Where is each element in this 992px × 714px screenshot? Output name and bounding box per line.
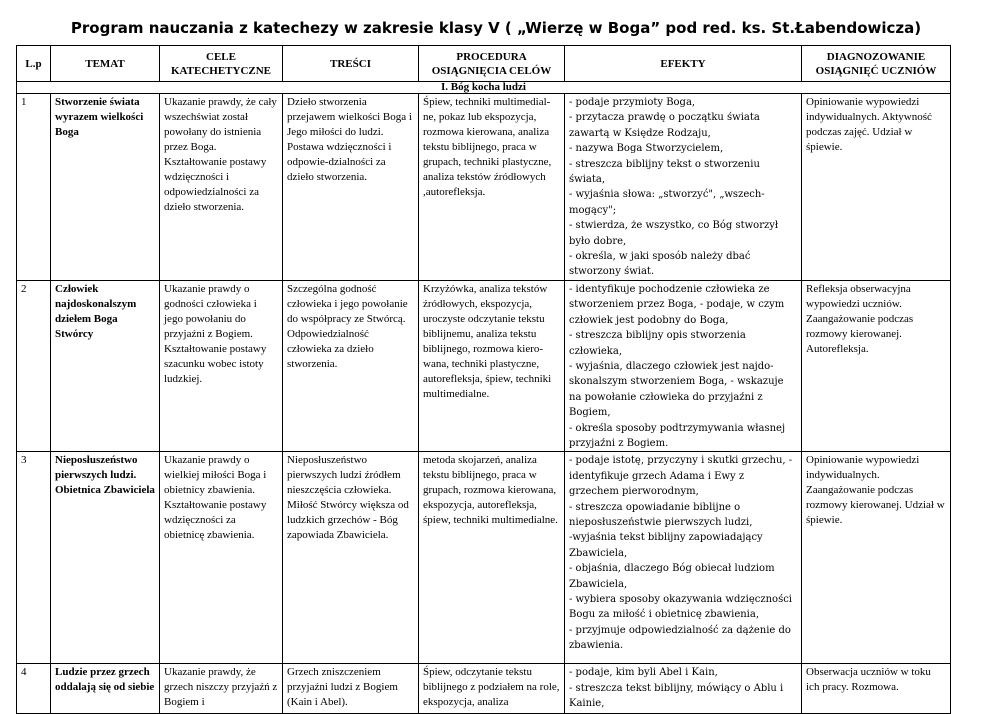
header-efekty: EFEKTY [565, 46, 802, 82]
cell-diagnoza: Obserwacja uczniów w toku ich pracy. Rozmowa. [802, 664, 951, 714]
cell-lp: 3 [17, 452, 51, 664]
cell-tresci: Grzech zniszczeniem przyjaźni ludzi z Bogiem (Kain i Abel). [283, 664, 419, 714]
cell-lp: 1 [17, 94, 51, 281]
cell-cele: Ukazanie prawdy o godności człowieka i jego powołaniu do przyjaźni z Bogiem. Kształtowanie postawy szacunku wobec istoty ludzkiej. [160, 280, 283, 451]
section-title: I. Bóg kocha ludzi [17, 82, 951, 94]
cell-diagnoza: Refleksja obserwacyjna wypowiedzi uczniów. Zaangażowanie podczas rozmowy kierowanej. Autorefleksja. [802, 280, 951, 451]
cell-procedura: Śpiew, odczytanie tekstu biblijnego z podziałem na role, ekspozycja, analiza [419, 664, 565, 714]
cell-temat: Nieposłuszeństwo pierwszych ludzi. Obietnica Zbawiciela [51, 452, 160, 664]
section-row [17, 82, 951, 94]
cell-temat: Stworzenie świata wyrazem wielkości Boga [51, 94, 160, 281]
cell-diagnoza: Opiniowanie wypowiedzi indywidualnych. Aktywność podczas zajęć. Udział w śpiewie. [802, 94, 951, 281]
header-cele: CELE KATECHETYCZNE [160, 46, 283, 82]
cell-procedura: metoda skojarzeń, analiza tekstu biblijnego, praca w grupach, rozmowa kierowana, ekspozycja, autorefleksja, śpiew, techniki multimedialne. [419, 452, 565, 664]
cell-cele: Ukazanie prawdy, że cały wszechświat został powołany do istnienia przez Boga. Kształtowanie postawy wdzięczności i odpowiedzialności za dzieło stworzenia. [160, 94, 283, 281]
header-temat: TEMAT [51, 46, 160, 82]
cell-cele: Ukazanie prawdy, że grzech niszczy przyjaźń z Bogiem i [160, 664, 283, 714]
cell-lp: 4 [17, 664, 51, 714]
table-header-row [17, 46, 951, 82]
table-row [17, 664, 951, 714]
cell-temat: Ludzie przez grzech oddalają się od siebie [51, 664, 160, 714]
cell-tresci: Nieposłuszeństwo pierwszych ludzi źródłem nieszczęścia człowieka. Miłość Stwórcy większa od ludzkich grzechów - Bóg zapowiada Zbawiciela. [283, 452, 419, 664]
cell-procedura: Śpiew, techniki multimedial-ne, pokaz lub ekspozycja, rozmowa kierowana, analiza tekstu biblijnego, praca w grupach, techniki plastyczne, analiza tekstów źródłowych ,autorefleksja. [419, 94, 565, 281]
cell-efekty: - identyfikuje pochodzenie człowieka ze stworzeniem przez Boga, - podaje, w czym człowiek jest podobny do Boga, - streszcza biblijny opis stworzenia człowieka, - wyjaśnia, dlaczego człowiek jest najdo-skonalszym stworzeniem Boga, - wskazuje na powołanie człowieka do przyjaźni z Bogiem, - określa sposoby podtrzymywania własnej przyjaźni z Bogiem. [565, 280, 802, 451]
header-lp: L.p [17, 46, 51, 82]
header-tresci: TREŚCI [283, 46, 419, 82]
cell-cele: Ukazanie prawdy o wielkiej miłości Boga i obietnicy zbawienia. Kształtowanie postawy wdzięczności za obietnicę zbawienia. [160, 452, 283, 664]
cell-efekty: - podaje istotę, przyczyny i skutki grzechu, - identyfikuje grzech Adama i Ewy z grzechem pierworodnym, - streszcza opowiadanie biblijne o nieposłuszeństwie pierwszych ludzi, -wyjaśnia tekst biblijny zapowiadający Zbawiciela, - objaśnia, dlaczego Bóg obiecał ludziom Zbawiciela, - wybiera sposoby okazywania wdzięczności Bogu za miłość i obietnicę zbawienia, - przyjmuje odpowiedzialność za dążenie do zbawienia. [565, 452, 802, 664]
header-diagnoza: DIAGNOZOWANIE OSIĄGNIĘĆ UCZNIÓW [802, 46, 951, 82]
cell-procedura: Krzyżówka, analiza tekstów źródłowych, ekspozycja, uroczyste odczytanie tekstu biblijnemu, analiza tekstu biblijnego, rozmowa kiero-wana, techniki plastyczne, autorefleksja, śpiew, techniki multimedialne. [419, 280, 565, 451]
cell-efekty: - podaje, kim byli Abel i Kain, - streszcza tekst biblijny, mówiący o Ablu i Kainie, [565, 664, 802, 714]
table-row [17, 280, 951, 451]
cell-temat: Człowiek najdoskonalszym dziełem Boga Stwórcy [51, 280, 160, 451]
header-procedura: PROCEDURA OSIĄGNIĘCIA CELÓW [419, 46, 565, 82]
page-title: Program nauczania z katechezy w zakresie klasy V ( „Wierzę w Boga” pod red. ks. St.Łabendowicza) [70, 19, 922, 37]
cell-efekty: - podaje przymioty Boga, - przytacza prawdę o początku świata zawartą w Księdze Rodzaju, - nazywa Boga Stworzycielem, - streszcza biblijny tekst o stworzeniu świata, - wyjaśnia słowa: „stworzyć", „wszech-mogący"; - stwierdza, że wszystko, co Bóg stworzył było dobre, - określa, w jaki sposób należy dbać stworzony świat. [565, 94, 802, 281]
table-row [17, 94, 951, 281]
cell-tresci: Dzieło stworzenia przejawem wielkości Boga i Jego miłości do ludzi. Postawa wdzięczności i odpowie-dzialności za dzieło stworzenia. [283, 94, 419, 281]
cell-tresci: Szczególna godność człowieka i jego powołanie do współpracy ze Stwórcą. Odpowiedzialność człowieka za dzieło stworzenia. [283, 280, 419, 451]
cell-diagnoza: Opiniowanie wypowiedzi indywidualnych. Zaangażowanie podczas rozmowy kierowanej. Udział w śpiewie. [802, 452, 951, 664]
table-row [17, 452, 951, 664]
curriculum-table [16, 45, 951, 714]
cell-lp: 2 [17, 280, 51, 451]
